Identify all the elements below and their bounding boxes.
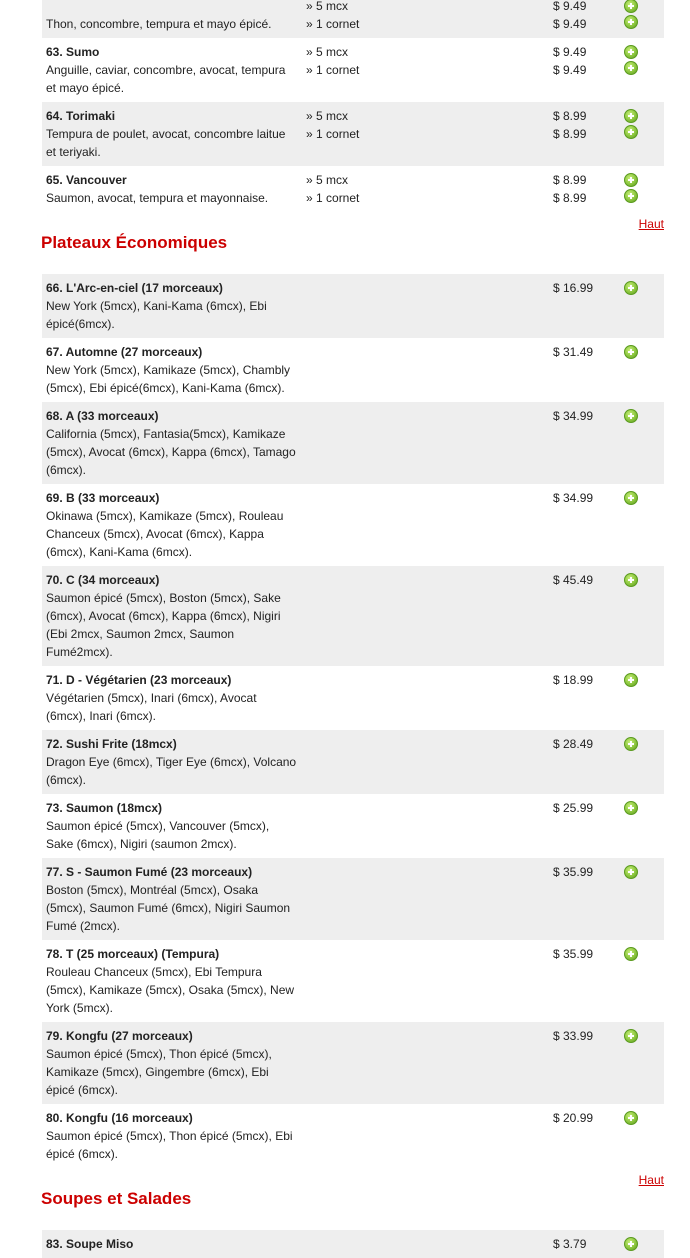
item-description: Saumon épicé (5mcx), Thon épicé (5mcx), Ebi épicé (6mcx). [46,1129,293,1161]
item-name: 73. Saumon (18mcx) [46,801,163,815]
item-info [46,1235,298,1253]
item-prices [553,43,623,79]
item-name: 79. Kongfu (27 morceaux) [46,1029,193,1043]
item-size-option: » 5 mcx [306,0,349,13]
item-info [46,1027,298,1099]
item-price: $ 16.99 [553,281,594,295]
item-info [46,343,298,397]
item-name: 63. Sumo [46,45,100,59]
item-prices [553,489,623,507]
add-to-cart-icon[interactable] [624,189,638,203]
back-to-top-link[interactable]: Haut [638,1173,664,1187]
add-buttons [624,1235,648,1253]
add-to-cart-icon[interactable] [624,737,638,751]
item-name: 68. A (33 morceaux) [46,409,159,423]
item-price: $ 8.99 [553,109,587,123]
menu-item-row [42,166,664,212]
item-price: $ 9.49 [553,17,587,31]
add-to-cart-icon[interactable] [624,491,638,505]
item-info [46,171,298,207]
add-to-cart-icon[interactable] [624,0,638,13]
item-info [46,945,298,1017]
item-name: 78. T (25 morceaux) (Tempura) [46,947,220,961]
item-price: $ 35.99 [553,947,594,961]
add-to-cart-icon[interactable] [624,173,638,187]
add-buttons [624,489,648,507]
item-description: New York (5mcx), Kamikaze (5mcx), Chambly (5mcx), Ebi épicé(6mcx), Kani-Kama (6mcx). [46,363,291,395]
add-to-cart-icon[interactable] [624,345,638,359]
item-description: Boston (5mcx), Montréal (5mcx), Osaka (5mcx), Saumon Fumé (6mcx), Nigiri Saumon Fumé (2mcx). [46,883,291,933]
item-name: 80. Kongfu (16 morceaux) [46,1111,193,1125]
add-to-cart-icon[interactable] [624,45,638,59]
item-prices [553,0,623,33]
item-prices [553,343,623,361]
item-price: $ 25.99 [553,801,594,815]
item-description: Saumon épicé (5mcx), Boston (5mcx), Sake (6mcx), Avocat (6mcx), Kappa (6mcx), Nigiri (Ebi 2mcx, Saumon 2mcx, Saumon Fumé2mcx). [46,591,281,659]
add-to-cart-icon[interactable] [624,865,638,879]
item-name: 64. Torimaki [46,109,116,123]
item-name: 72. Sushi Frite (18mcx) [46,737,177,751]
menu-item-row [42,666,664,730]
item-size-option: » 5 mcx [306,45,349,59]
item-description: Saumon épicé (5mcx), Thon épicé (5mcx), Kamikaze (5mcx), Gingembre (6mcx), Ebi épicé (6mcx). [46,1047,272,1097]
menu-item-row [42,858,664,940]
item-price: $ 33.99 [553,1029,594,1043]
item-prices [553,1235,623,1253]
item-price: $ 3.79 [553,1237,587,1251]
add-to-cart-icon[interactable] [624,1029,638,1043]
item-description: Anguille, caviar, concombre, avocat, tempura et mayo épicé. [46,63,286,95]
item-info [46,489,298,561]
item-name: 67. Automne (27 morceaux) [46,345,203,359]
add-buttons [624,863,648,881]
add-to-cart-icon[interactable] [624,109,638,123]
item-prices [553,1109,623,1127]
item-size-option: » 1 cornet [306,127,360,141]
item-name-cut [46,0,298,15]
item-info [46,863,298,935]
menu-item-row [42,794,664,858]
item-size-option: » 1 cornet [306,17,360,31]
add-buttons [624,1027,648,1045]
add-buttons [624,171,648,205]
item-info [46,407,298,479]
item-size-option: » 5 mcx [306,173,349,187]
item-prices [553,107,623,143]
item-info [46,279,298,333]
add-to-cart-icon[interactable] [624,801,638,815]
item-description: Rouleau Chanceux (5mcx), Ebi Tempura (5mcx), Kamikaze (5mcx), Osaka (5mcx), New York (5mcx). [46,965,295,1015]
item-description: New York (5mcx), Kani-Kama (6mcx), Ebi épicé(6mcx). [46,299,267,331]
menu-item-row [42,730,664,794]
item-sizes [306,107,506,143]
item-name: 66. L'Arc-en-ciel (17 morceaux) [46,281,223,295]
add-buttons [624,107,648,141]
item-description: Tempura de poulet, avocat, concombre laitue et teriyaki. [46,127,286,159]
item-size-option: » 1 cornet [306,191,360,205]
item-price: $ 9.49 [553,0,587,13]
item-info [46,799,298,853]
item-prices [553,571,623,589]
item-price: $ 18.99 [553,673,594,687]
item-price: $ 35.99 [553,865,594,879]
add-to-cart-icon[interactable] [624,573,638,587]
menu-item-row [42,566,664,666]
item-sizes [306,171,506,207]
item-description: Okinawa (5mcx), Kamikaze (5mcx), Rouleau Chanceux (5mcx), Avocat (6mcx), Kappa (6mcx), Kani-Kama (6mcx). [46,509,284,559]
item-price: $ 31.49 [553,345,594,359]
item-description: Dragon Eye (6mcx), Tiger Eye (6mcx), Volcano (6mcx). [46,755,297,787]
add-buttons [624,945,648,963]
item-prices [553,735,623,753]
item-description: Saumon épicé (5mcx), Vancouver (5mcx), Sake (6mcx), Nigiri (saumon 2mcx). [46,819,270,851]
add-to-cart-icon[interactable] [624,1111,638,1125]
add-buttons [624,407,648,425]
item-description: Thon, concombre, tempura et mayo épicé. [46,17,272,31]
item-sizes [306,43,506,79]
item-prices [553,279,623,297]
add-buttons [624,799,648,817]
item-price: $ 45.49 [553,573,594,587]
menu-item-row [42,1230,664,1258]
section-spacer [0,1210,690,1230]
add-to-cart-icon[interactable] [624,947,638,961]
menu-item-row [42,38,664,102]
add-to-cart-icon[interactable] [624,281,638,295]
item-price: $ 9.49 [553,45,587,59]
item-description: Saumon, avocat, tempura et mayonnaise. [46,191,269,205]
menu-item-row [42,402,664,484]
item-info [46,735,298,789]
item-price: $ 28.49 [553,737,594,751]
item-size-option: » 1 cornet [306,63,360,77]
section-title: Plateaux Économiques [41,233,228,252]
add-to-cart-icon[interactable] [624,673,638,687]
add-buttons [624,671,648,689]
item-price: $ 8.99 [553,191,587,205]
item-info [46,43,298,97]
menu-item-row [42,484,664,566]
add-buttons [624,735,648,753]
menu-item-row [42,0,664,38]
item-info [46,1109,298,1163]
item-name: 70. C (34 morceaux) [46,573,160,587]
item-prices [553,407,623,425]
add-buttons [624,43,648,77]
add-to-cart-icon[interactable] [624,409,638,423]
section-spacer [0,254,690,274]
item-info [46,0,298,33]
item-name: 83. Soupe Miso [46,1237,134,1251]
item-price: $ 34.99 [553,409,594,423]
item-name: 71. D - Végétarien (23 morceaux) [46,673,232,687]
add-buttons [624,279,648,297]
menu-item-row [42,338,664,402]
add-to-cart-icon[interactable] [624,15,638,29]
menu-item-row [42,940,664,1022]
back-to-top-link[interactable]: Haut [638,217,664,231]
item-name: 77. S - Saumon Fumé (23 morceaux) [46,865,253,879]
item-sizes [306,0,506,33]
add-to-cart-icon[interactable] [624,61,638,75]
item-prices [553,671,623,689]
item-description: California (5mcx), Fantasia(5mcx), Kamikaze (5mcx), Avocat (6mcx), Kappa (6mcx), Tamago (6mcx). [46,427,296,477]
item-info [46,671,298,725]
add-to-cart-icon[interactable] [624,1237,638,1251]
add-buttons [624,0,648,31]
menu-item-row [42,1022,664,1104]
section-title: Soupes et Salades [41,1189,192,1208]
add-buttons [624,571,648,589]
item-name: 69. B (33 morceaux) [46,491,160,505]
item-price: $ 8.99 [553,173,587,187]
item-prices [553,799,623,817]
item-size-option: » 5 mcx [306,109,349,123]
menu-item-row [42,1104,664,1168]
item-info [46,107,298,161]
menu-item-row [42,102,664,166]
add-to-cart-icon[interactable] [624,125,638,139]
item-info [46,571,298,661]
item-price: $ 34.99 [553,491,594,505]
item-name: 65. Vancouver [46,173,127,187]
item-price: $ 8.99 [553,127,587,141]
item-prices [553,171,623,207]
item-prices [553,1027,623,1045]
item-price: $ 20.99 [553,1111,594,1125]
menu-item-row [42,274,664,338]
item-description: Végétarien (5mcx), Inari (6mcx), Avocat (6mcx), Inari (6mcx). [46,691,257,723]
item-prices [553,945,623,963]
item-prices [553,863,623,881]
add-buttons [624,1109,648,1127]
item-price: $ 9.49 [553,63,587,77]
add-buttons [624,343,648,361]
